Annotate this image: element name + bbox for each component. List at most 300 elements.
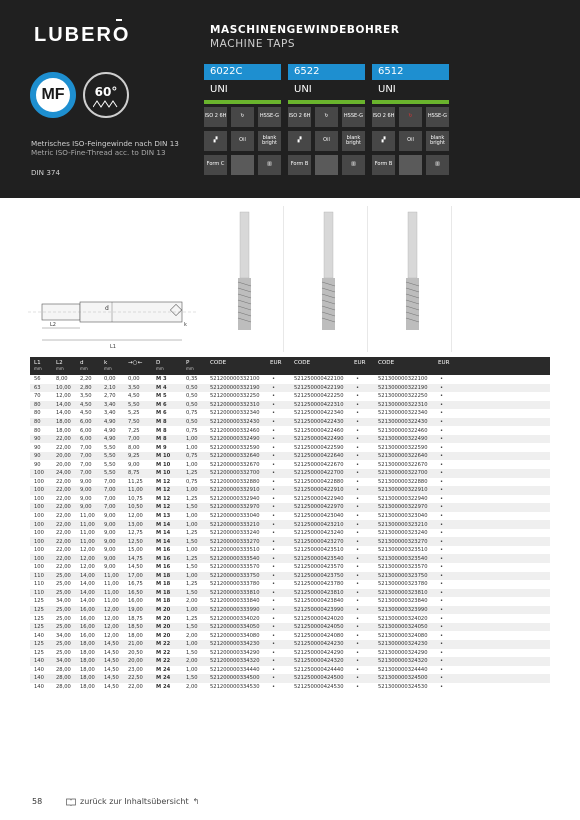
table-cell: 7,00 [80,461,92,468]
availability-dot: • [434,486,550,495]
table-cell: 125 [34,649,44,656]
table-cell: 1,50 [186,564,198,571]
table-cell: 521250000422970 [290,503,350,512]
table-cell: 125 [30,606,52,615]
table-cell: 521300000322310 [374,401,434,410]
table-cell: 100 [30,486,52,495]
availability-dot: • [266,537,290,546]
table-cell: 25,00 [56,581,71,588]
form-icon: Form C [204,155,227,175]
table-cell: 521300000323570 [378,564,428,571]
column-header-label: EUR [354,360,366,366]
availability-dot: • [356,547,360,554]
table-cell: 521250000424230 [290,640,350,649]
table-cell: 22,00 [52,435,76,444]
table-cell: 521250000424050 [290,623,350,632]
availability-dot: • [440,683,444,690]
availability-dot: • [434,606,550,615]
table-cell: 2,00 [182,657,206,666]
description-en: Metric ISO-Fine-Thread acc. to DIN 13 [31,148,166,157]
table-cell: 9,00 [104,530,116,537]
table-cell: 100 [34,564,44,571]
table-cell: 521300000322640 [374,452,434,461]
table-cell: 4,50 [80,410,92,417]
table-cell: 14,50 [128,564,143,571]
availability-dot: • [434,469,550,478]
table-cell: 11,00 [76,520,100,529]
table-cell: 521300000323270 [374,537,434,546]
table-cell: 2,70 [104,393,116,400]
availability-dot: • [440,461,444,468]
availability-dot: • [356,649,360,656]
availability-dot: • [434,452,550,461]
table-cell: 18,00 [56,427,71,434]
availability-dot: • [440,478,444,485]
table-row [30,546,550,555]
table-cell: 1,00 [186,547,198,554]
table-cell: 521250000423510 [294,547,344,554]
table-cell: 10,75 [128,495,143,502]
product-column-2 [288,64,365,175]
table-cell: 80 [30,418,52,427]
table-cell: 1,00 [186,666,198,673]
table-cell: 5,50 [100,452,124,461]
availability-dot: • [356,581,360,588]
availability-dot: • [272,427,276,434]
table-cell: 521200000334080 [210,632,260,639]
availability-dot: • [356,444,360,451]
table-cell: 22,00 [56,564,71,571]
table-row [30,384,550,393]
availability-dot: • [350,589,374,598]
table-row [30,443,550,452]
availability-dot: • [266,554,290,563]
table-cell: 7,00 [100,486,124,495]
availability-dot: • [266,486,290,495]
table-cell: 100 [34,478,44,485]
table-cell: 521300000323780 [378,581,428,588]
table-cell: 521250000422100 [294,376,344,383]
table-cell: 9,00 [80,495,92,502]
availability-dot: • [356,632,360,639]
table-cell: M 9 [156,444,167,451]
table-cell: 521200000332970 [206,503,266,512]
product-type: UNI [294,84,312,95]
table-cell: 521250000423040 [294,513,344,520]
table-cell: 521300000322970 [374,503,434,512]
table-cell: M 13 [156,513,171,520]
table-row [30,409,550,418]
availability-dot: • [440,649,444,656]
table-cell: M 4 [152,384,182,393]
table-cell: 11,00 [76,537,100,546]
column-header [206,357,266,375]
availability-dot: • [272,530,276,537]
table-row [30,486,550,495]
table-row [30,683,550,692]
table-cell: 16,00 [80,632,95,639]
table-cell: 1,25 [186,495,198,502]
tap-geometry-icon: ▞ [288,131,311,151]
table-cell: 12,00 [128,513,143,520]
table-cell: 521200000334530 [210,683,260,690]
availability-dot: • [434,674,550,683]
table-cell: 16,00 [76,623,100,632]
angle-badge [83,72,129,118]
table-cell: 0,50 [182,418,206,427]
chamfer-blank-icon [399,155,422,175]
table-cell: 14,00 [80,581,95,588]
availability-dot: • [350,486,374,495]
column-header [76,357,100,375]
din-standard: DIN 374 [31,168,61,177]
table-cell: 14,50 [100,640,124,649]
tap-photo-1 [204,206,284,352]
table-cell: 11,25 [128,478,143,485]
table-cell: M 10 [152,452,182,461]
availability-dot: • [434,537,550,546]
table-cell: 521250000424080 [294,632,344,639]
availability-dot: • [434,401,550,410]
table-cell: 12,00 [80,564,95,571]
tap-geometry-icon: ▞ [204,131,227,151]
table-cell: 22,00 [52,486,76,495]
column-header [266,357,290,375]
table-cell: 80 [34,410,41,417]
availability-dot: • [272,547,276,554]
availability-dot: • [272,564,276,571]
table-cell: 110 [34,581,44,588]
table-cell: 0,50 [182,384,206,393]
table-cell: M 8 [156,427,167,434]
table-cell: 13,00 [124,520,152,529]
tap-photo-2 [288,206,368,352]
availability-dot: • [434,589,550,598]
table-cell: 521200000332940 [210,495,260,502]
back-to-contents-link[interactable] [66,797,199,806]
table-cell: 25,00 [56,649,71,656]
column-header [30,357,52,375]
column-header [182,357,206,375]
table-row [30,426,550,435]
table-cell: 18,50 [124,623,152,632]
availability-dot: • [272,666,276,673]
table-cell: 18,00 [76,640,100,649]
l2-label: L2 [50,322,56,328]
availability-dot: • [272,393,276,400]
availability-dot: • [356,683,360,690]
table-cell: 521200000334500 [206,674,266,683]
table-cell: 521250000424530 [294,683,344,690]
table-cell: 4,90 [100,418,124,427]
table-row [30,649,550,658]
table-cell: 7,50 [124,418,152,427]
table-cell: 521300000324530 [378,683,428,690]
table-cell: 14,00 [52,401,76,410]
table-cell: 521200000333810 [206,589,266,598]
table-cell: 22,00 [52,503,76,512]
table-cell: 110 [30,572,52,581]
column-header-label: CODE [210,360,227,366]
table-cell: 7,00 [76,469,100,478]
column-header [124,357,152,375]
table-cell: 8,00 [128,444,140,451]
table-cell: 22,50 [124,674,152,683]
availability-dot: • [272,495,276,502]
table-cell: 12,00 [104,615,119,622]
mf-badge-label: MF [41,86,65,103]
table-cell: 521200000332310 [206,401,266,410]
table-cell: 22,00 [56,478,71,485]
table-cell: 6,00 [80,427,92,434]
table-cell: 20,00 [52,452,76,461]
table-row [30,563,550,572]
table-cell: M 22 [152,657,182,666]
table-cell: 521250000423540 [290,554,350,563]
table-cell: 1,00 [182,640,206,649]
table-cell: 521250000423750 [290,572,350,581]
table-cell: 90 [34,444,41,451]
table-cell: 7,25 [128,427,140,434]
table-cell: 12,00 [100,623,124,632]
table-cell: 100 [30,520,52,529]
table-cell: 521300000323990 [374,606,434,615]
availability-dot: • [272,649,276,656]
table-row [30,503,550,512]
table-cell: 14,00 [76,572,100,581]
form-icon: Form B [372,155,395,175]
column-header-label: EUR [270,360,282,366]
column-header-label: CODE [378,360,395,366]
column-header-unit: mm [56,366,64,371]
availability-dot: • [356,564,360,571]
column-header-unit: mm [34,366,42,371]
table-cell: 5,50 [104,461,116,468]
table-row [30,572,550,581]
table-cell: M 16 [156,547,171,554]
column-header-unit: mm [80,366,88,371]
availability-dot: • [272,683,276,690]
table-cell: 521250000422340 [294,410,344,417]
table-cell: 100 [30,554,52,563]
table-cell: 521300000324230 [374,640,434,649]
availability-dot: • [350,469,374,478]
table-cell: 521300000323750 [374,572,434,581]
table-cell: M 8 [152,435,182,444]
column-header [52,357,76,375]
table-cell: 90 [30,452,52,461]
availability-dot: • [272,598,276,605]
column-header-label: CODE [294,360,311,366]
table-cell: 22,00 [56,513,71,520]
availability-dot: • [356,598,360,605]
table-cell: 521200000333240 [210,530,260,537]
table-cell: 521300000323840 [378,598,428,605]
table-cell: 521250000424020 [294,615,344,622]
finish-icon: blank bright [258,131,281,151]
availability-dot: • [356,393,360,400]
table-row [30,631,550,640]
table-cell: 521250000423990 [290,606,350,615]
availability-dot: • [434,520,550,529]
table-cell: M 14 [152,537,182,546]
table-cell: 22,00 [56,444,71,451]
table-cell: 521300000322460 [378,427,428,434]
table-row [30,589,550,598]
coolant-icon: Oil [315,131,338,151]
product-type: UNI [210,84,228,95]
table-cell: 100 [34,513,44,520]
table-cell: 25,00 [52,623,76,632]
table-cell: 4,90 [104,427,116,434]
table-cell: M 22 [156,649,171,656]
table-cell: 25,00 [52,606,76,615]
product-column-3 [372,64,449,175]
table-cell: M 18 [156,598,171,605]
table-cell: 20,50 [128,649,143,656]
column-header [290,357,350,375]
table-cell: 521300000323240 [378,530,428,537]
table-cell: 11,00 [80,530,95,537]
availability-dot: • [356,410,360,417]
angle-badge-label: 60° [94,85,118,99]
availability-dot: • [440,547,444,554]
table-cell: 28,00 [56,666,71,673]
availability-dot: • [356,376,360,383]
availability-dot: • [356,666,360,673]
table-cell: M 20 [156,632,171,639]
column-header-label: k [104,360,108,366]
table-cell: M 22 [152,640,182,649]
table-cell: 12,50 [124,537,152,546]
table-cell: 521250000424320 [290,657,350,666]
table-cell: 521250000424440 [294,666,344,673]
table-cell: 11,00 [104,581,119,588]
table-cell: 9,00 [76,503,100,512]
table-cell: 1,50 [186,649,198,656]
table-cell: M 12 [156,495,171,502]
table-cell: 28,00 [56,683,71,690]
table-cell: 7,00 [100,503,124,512]
table-row [30,375,550,384]
table-cell: 100 [34,530,44,537]
availability-dot: • [272,632,276,639]
table-cell: 16,00 [128,598,143,605]
chamfer-blank-icon [231,155,254,175]
table-cell: 1,00 [186,444,198,451]
table-cell: 521200000333510 [210,547,260,554]
table-cell: 0,75 [186,410,198,417]
table-cell: 1,50 [182,503,206,512]
table-cell: M 24 [156,666,171,673]
availability-dot: • [350,537,374,546]
table-cell: 18,00 [76,674,100,683]
table-cell: 19,00 [124,606,152,615]
table-cell: M 24 [156,683,171,690]
table-cell: 521250000422490 [290,435,350,444]
table-cell: 17,00 [124,572,152,581]
table-cell: 14,00 [56,410,71,417]
table-cell: 24,00 [52,469,76,478]
table-cell: 521300000322340 [378,410,428,417]
table-cell: 521250000424500 [290,674,350,683]
table-row [30,418,550,427]
table-cell: M 6 [156,410,167,417]
availability-dot: • [356,513,360,520]
table-cell: 521300000324050 [374,623,434,632]
table-cell: 521300000322670 [378,461,428,468]
table-cell: 10,00 [52,384,76,393]
table-cell: 521250000422590 [294,444,344,451]
table-cell: 0,75 [186,478,198,485]
table-cell: 521300000323040 [378,513,428,520]
table-cell: 1,00 [186,513,198,520]
table-cell: 521300000324500 [374,674,434,683]
table-cell: 521250000423240 [294,530,344,537]
table-row [30,614,550,623]
table-cell: M 18 [152,589,182,598]
column-header-label: →○← [128,360,143,366]
availability-dot: • [266,452,290,461]
table-cell: 6,00 [76,418,100,427]
description-de: Metrisches ISO-Feingewinde nach DIN 13 [31,139,179,148]
table-cell: 521250000422310 [290,401,350,410]
table-cell: 11,00 [100,589,124,598]
table-cell: M 10 [152,469,182,478]
chamfer-blank-icon [315,155,338,175]
table-cell: 2,00 [186,598,198,605]
table-cell: 1,25 [186,581,198,588]
availability-dot: • [440,632,444,639]
finish-icon: blank bright [342,131,365,151]
table-cell: 22,00 [56,495,71,502]
table-cell: 0,50 [186,393,198,400]
column-header-label: D [156,360,161,366]
table-cell: 1,00 [186,461,198,468]
table-cell: 25,00 [52,589,76,598]
table-row [30,435,550,444]
logo-text: LUBER [34,24,113,46]
table-cell: 521200000332100 [210,376,260,383]
table-cell: 521300000324440 [378,666,428,673]
table-cell: 521200000334050 [206,623,266,632]
table-cell: 9,00 [104,547,116,554]
table-cell: 5,50 [124,401,152,410]
table-cell: 11,00 [100,572,124,581]
availability-dot: • [266,589,290,598]
availability-dot: • [440,410,444,417]
table-row [30,452,550,461]
product-column-1 [204,64,281,175]
availability-dot: • [350,503,374,512]
availability-dot: • [434,657,550,666]
chamfer-icon: ▥ [426,155,449,175]
rotation-icon: ↻ [231,107,254,127]
table-cell: 521200000334440 [210,666,260,673]
tolerance-icon: ISO 2 6H [372,107,395,127]
table-cell: M 3 [156,376,167,383]
table-row [30,640,550,649]
table-row [30,597,550,606]
material-icon: HSSE-G [426,107,449,127]
availability-dot: • [350,554,374,563]
table-cell: 70 [34,393,41,400]
k-label: k [184,322,187,328]
table-cell: 521300000323810 [374,589,434,598]
table-cell: 521250000423270 [290,537,350,546]
table-cell: 18,00 [52,418,76,427]
table-cell: 16,00 [76,606,100,615]
